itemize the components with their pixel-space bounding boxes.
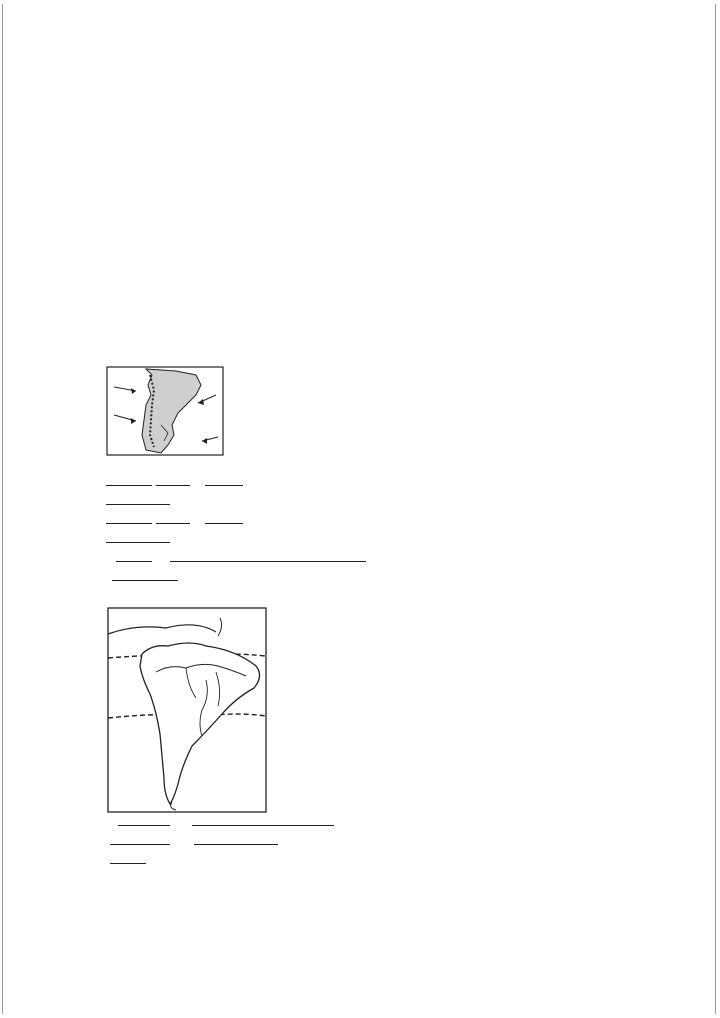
south-america-map	[106, 606, 268, 814]
climate-data-table	[104, 89, 616, 206]
q21-a-line2	[106, 493, 170, 509]
q22-s2	[110, 833, 278, 849]
climate-charts	[224, 362, 382, 468]
q21-b-line1	[106, 512, 243, 528]
q22-s3	[110, 852, 146, 868]
q21-q3	[106, 550, 366, 566]
q22-s1	[110, 814, 334, 830]
q21-a-line1	[106, 474, 243, 490]
q21-q4	[106, 569, 178, 585]
q21-b-line2	[106, 531, 170, 547]
andes-wind-map	[106, 365, 224, 457]
